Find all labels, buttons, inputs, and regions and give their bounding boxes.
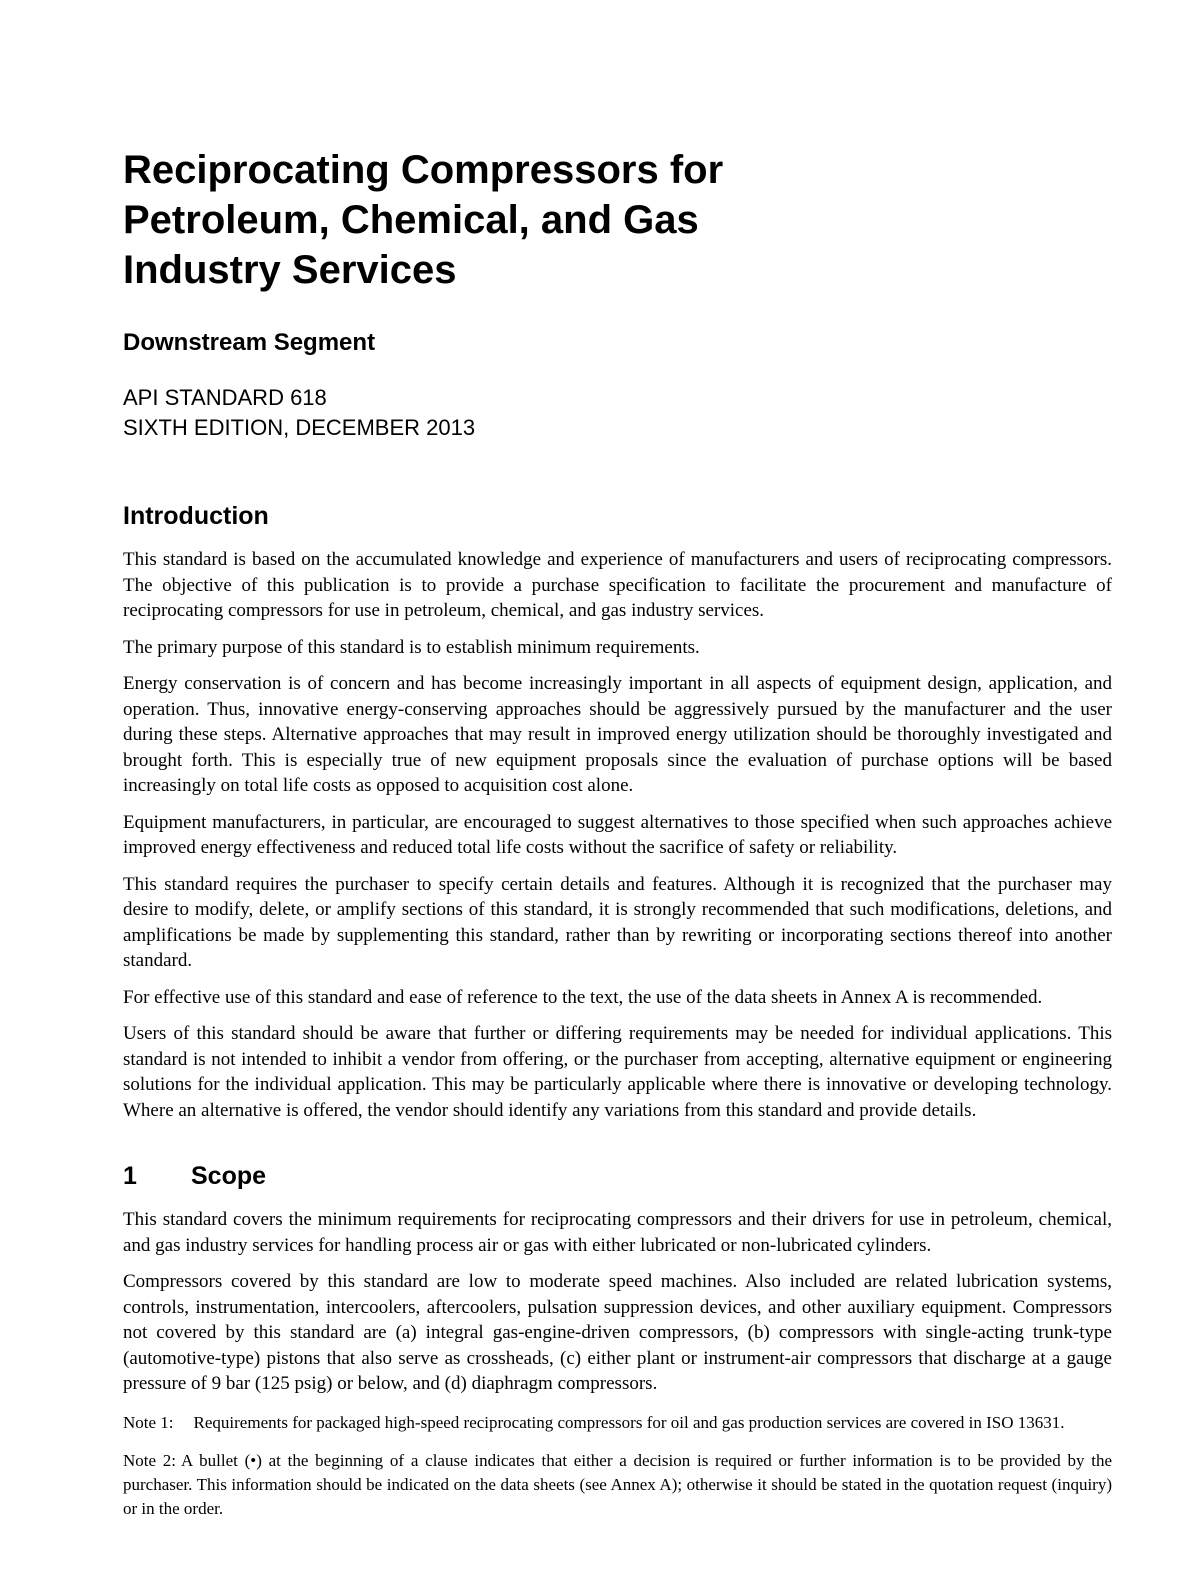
scope-paragraph-2: Compressors covered by this standard are low to moderate speed machines. Also included are related lubrication systems, controls, instrumentation, intercoolers, aftercoolers, pulsation suppression devices, and other auxiliary equipment. Compressors not covered by this standard are (a) integral gas-engine-driven compressors, (b) compressors with single-acting trunk-type (automotive-type) pistons that also serve as crossheads, (c) either plant or instrument-air compressors that discharge at a gauge pressure of 9 bar (125 psig) or below, and (d) diaphragm compressors. bbox=[123, 1271, 1112, 1394]
intro-paragraph-6: For effective use of this standard and ease of reference to the text, the use of the data sheets in Annex A is recommended. bbox=[123, 986, 1043, 1008]
scope-paragraph-1: This standard covers the minimum requirements for reciprocating compressors and their drivers for use in petroleum, chemical, and gas industry services for handling process air or gas with either lubricated or non-lubricated cylinders. bbox=[123, 1209, 1112, 1256]
note-2-label: Note 2: bbox=[123, 1450, 177, 1470]
intro-paragraph-3: Energy conservation is of concern and has become increasingly important in all aspects of equipment design, application, and operation. Thus, innovative energy-conserving approaches should be aggressively pursued by the manufacturer and the user during these steps. Alternative approaches that may result in improved energy utilization should be thoroughly investigated and brought forth. This is especially true of new equipment proposals since the evaluation of purchase options will be based increasingly on total life costs as opposed to acquisition cost alone. bbox=[123, 673, 1112, 796]
title-line-1: Reciprocating Compressors for bbox=[123, 148, 724, 192]
intro-paragraph-7: Users of this standard should be aware that further or differing requirements may be needed for individual applications. This standard is not intended to inhibit a vendor from offering, or the purchaser from accepting, alternative equipment or engineering solutions for the individual application. This may be particularly applicable where there is innovative or developing technology. Where an alternative is offered, the vendor should identify any variations from this standard and provide details. bbox=[123, 1023, 1112, 1121]
standard-edition: SIXTH EDITION, DECEMBER 2013 bbox=[123, 415, 476, 440]
note-1 bbox=[123, 1411, 1112, 1435]
note-2-text: A bullet (•) at the beginning of a clause indicates that either a decision is required or further information is to be provided by the purchaser. This information should be indicated on the data sheets (see Annex A); otherwise it should be stated in the quotation request (inquiry) or in the order. bbox=[123, 1450, 1112, 1518]
scope-section-title: Scope bbox=[191, 1162, 267, 1190]
note-1-text: Requirements for packaged high-speed reciprocating compressors for oil and gas production services are covered in ISO 13631. bbox=[193, 1412, 1065, 1432]
document-title bbox=[123, 145, 1112, 295]
intro-paragraph-4: Equipment manufacturers, in particular, are encouraged to suggest alternatives to those specified when such approaches achieve improved energy effectiveness and reduced total life costs without the sacrifice of safety or reliability. bbox=[123, 811, 1112, 858]
title-line-2: Petroleum, Chemical, and Gas bbox=[123, 198, 699, 242]
title-line-3: Industry Services bbox=[123, 248, 457, 292]
standard-designation bbox=[123, 383, 1112, 443]
scope-section-number: 1 bbox=[123, 1162, 137, 1190]
note-2 bbox=[123, 1449, 1112, 1521]
scope-heading bbox=[123, 1161, 1112, 1191]
standard-name: API STANDARD 618 bbox=[123, 385, 327, 410]
note-1-label: Note 1: bbox=[123, 1412, 174, 1432]
intro-paragraph-2: The primary purpose of this standard is to establish minimum requirements. bbox=[123, 636, 700, 658]
intro-paragraph-1: This standard is based on the accumulated knowledge and experience of manufacturers and users of reciprocating compressors. The objective of this publication is to provide a purchase specification to facilitate the procurement and manufacture of reciprocating compressors for use in petroleum, chemical, and gas industry services. bbox=[123, 549, 1112, 621]
intro-paragraph-5: This standard requires the purchaser to specify certain details and features. Although it is recognized that the purchaser may desire to modify, delete, or amplify sections of this standard, it is strongly recommended that such modifications, deletions, and amplifications be made by supplementing this standard, rather than by rewriting or incorporating sections thereof into another standard. bbox=[123, 873, 1112, 971]
introduction-heading: Introduction bbox=[123, 502, 269, 530]
document-subtitle: Downstream Segment bbox=[123, 329, 376, 356]
